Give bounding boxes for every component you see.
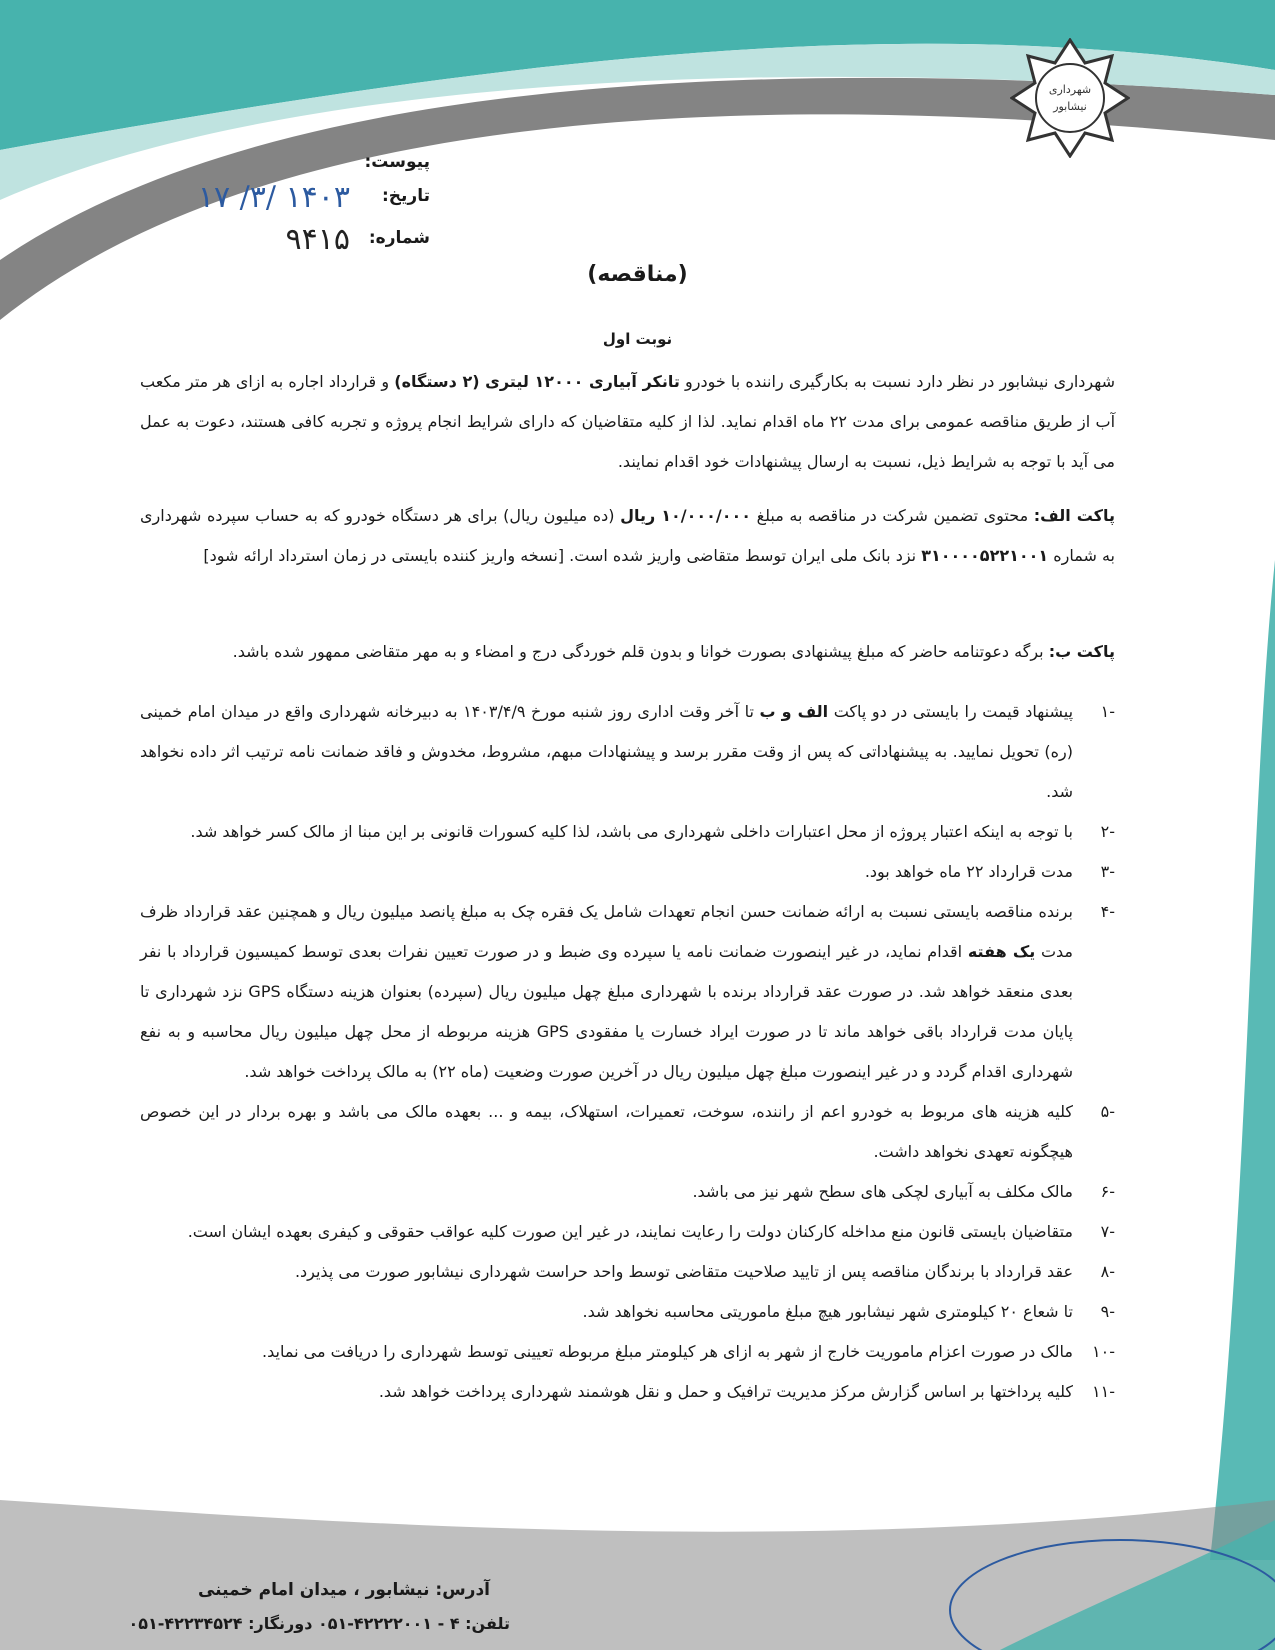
item-text: برنده مناقصه بایستی نسبت به ارائه ضمانت حسن انجام تعهدات شامل یک فقره چک به مبلغ پانصد میلیون ریال و همچنین عقد قرارداد ظرف مدت bbox=[140, 902, 1073, 961]
packet-a-text-3: نزد بانک ملی ایران توسط متقاضی واریز شده است. [نسخه واریز کننده بایستی در زمان استرداد ارائه شود] bbox=[203, 546, 922, 565]
item-text: کلیه هزینه های مربوط به خودرو اعم از راننده، سوخت، تعمیرات، استهلاک، بیمه و ... بعهده مالک می باشد و بهره بردار در این خصوص هیچگونه تعهدی نخواهد داشت. bbox=[140, 1102, 1073, 1161]
item-number: -۷ bbox=[1100, 1222, 1115, 1241]
item-number: -۱ bbox=[1100, 702, 1115, 721]
intro-paragraph bbox=[140, 362, 1115, 482]
intro-text-1: شهرداری نیشابور در نظر دارد نسبت به بکارگیری راننده با خودرو bbox=[679, 372, 1115, 391]
page-title: (مناقصه) bbox=[587, 262, 688, 287]
item-text: مالک مکلف به آبیاری لچکی های سطح شهر نیز می باشد. bbox=[692, 1182, 1073, 1201]
number-label: شماره: bbox=[368, 228, 430, 248]
item-text: عقد قرارداد با برندگان مناقصه پس از تایید صلاحیت متقاضی توسط واحد حراست شهرداری نیشابور صورت می پذیرد. bbox=[294, 1262, 1073, 1281]
item-text-post: اقدام نماید، در غیر اینصورت ضمانت نامه یا سپرده وی ضبط و در صورت تعیین نفرات بعدی توسط کمیسیون قرارداد با نفر بعدی منعقد خواهد شد. در صورت عقد قرارداد برنده با شهرداری مبلغ چهل میلیون ریال (سپرده) بعنوان هزینه دستگاه GPS نزد شهرداری تا پایان مدت قرارداد باقی خواهد ماند تا در صورت ایراد خسارت یا مفقودی GPS هزینه مربوطه از محل چهل میلیون ریال محاسبه و به نفع شهرداری اقدام گردد و در غیر اینصورت مبلغ چهل میلیون ریال در آخرین صورت وضعیت (ماه ۲۲) به مالک پرداخت خواهد شد. bbox=[140, 942, 1074, 1081]
item-number: -۱۰ bbox=[1092, 1342, 1115, 1361]
footer-address: آدرس: نیشابور ، میدان امام خمینی bbox=[197, 1580, 490, 1600]
item-number: -۲ bbox=[1100, 822, 1115, 841]
item-number: -۴ bbox=[1100, 902, 1115, 921]
date-label: تاریخ: bbox=[382, 186, 430, 206]
number-row bbox=[150, 222, 430, 262]
item-text-post: تا آخر وقت اداری روز شنبه مورخ ۱۴۰۳/۴/۹ به دبیرخانه شهرداری واقع در میدان امام خمینی (ره) تحویل نمایید. به پیشنهاداتی که پس از وقت مقرر برسد و پیشنهادات مبهم، مشروط، مخدوش و فاقد ضمانت نامه ترتیب اثر داده نخواهد شد. bbox=[140, 702, 1073, 801]
packet-a-text-2: (ده میلیون ریال) برای هر دستگاه خودرو که به حساب سپرده شهرداری به شماره bbox=[140, 506, 1115, 565]
item-number: -۹ bbox=[1100, 1302, 1115, 1321]
list-item bbox=[140, 852, 1115, 892]
item-bold: یک هفته bbox=[967, 942, 1036, 961]
list-item bbox=[140, 1172, 1115, 1212]
attachment-label: پیوست: bbox=[364, 152, 430, 172]
intro-text-2: و قرارداد اجاره به ازای هر متر مکعب آب از طریق مناقصه عمومی برای مدت ۲۲ ماه اقدام نماید. لذا از کلیه متقاضیان که دارای شرایط انجام پروژه و تجربه کافی هستند، دعوت به عمل می آید با توجه به شرایط ذیل، نسبت به ارسال پیشنهادات خود اقدام نمایند. bbox=[140, 372, 1116, 471]
item-number: -۸ bbox=[1100, 1262, 1115, 1281]
item-number: -۱۱ bbox=[1092, 1382, 1115, 1401]
item-text: مالک در صورت اعزام ماموریت خارج از شهر به ازای هر کیلومتر مبلغ مربوطه تعیینی توسط شهرداری را دریافت می نماید. bbox=[262, 1342, 1073, 1361]
item-text: متقاضیان بایستی قانون منع مداخله کارکنان دولت را رعایت نمایند، در غیر این صورت کلیه عواقب حقوقی و کیفری بعهده ایشان است. bbox=[187, 1222, 1073, 1241]
list-item bbox=[140, 892, 1115, 1092]
list-item bbox=[140, 1372, 1115, 1412]
list-item bbox=[140, 812, 1115, 852]
list-item bbox=[140, 1212, 1115, 1252]
right-teal-curve bbox=[1210, 560, 1275, 1560]
packet-b-label: پاکت ب: bbox=[1048, 642, 1115, 661]
list-item bbox=[140, 692, 1115, 812]
svg-text:شهرداری: شهرداری bbox=[1048, 83, 1092, 96]
date-row bbox=[150, 180, 430, 220]
packet-a-text-1: محتوی تضمین شرکت در مناقصه به مبلغ bbox=[751, 506, 1034, 525]
svg-text:نیشابور: نیشابور bbox=[1053, 100, 1087, 113]
conditions-list bbox=[140, 692, 1115, 1412]
municipality-logo bbox=[1010, 38, 1130, 158]
page-subtitle: نوبت اول bbox=[602, 330, 673, 348]
packet-a-amount: ۱۰/۰۰۰/۰۰۰ ریال bbox=[620, 506, 752, 525]
list-item bbox=[140, 1252, 1115, 1292]
item-text: کلیه پرداختها بر اساس گزارش مرکز مدیریت ترافیک و حمل و نقل هوشمند شهرداری پرداخت خواهد شد. bbox=[378, 1382, 1073, 1401]
packet-b-paragraph bbox=[140, 632, 1115, 672]
packet-a-paragraph bbox=[140, 496, 1115, 576]
packet-a-label: پاکت الف: bbox=[1033, 506, 1115, 525]
date-value: ۱۴۰۳ /۳/ ۱۷ bbox=[197, 180, 350, 215]
item-number: -۳ bbox=[1100, 862, 1115, 881]
list-item bbox=[140, 1092, 1115, 1172]
packet-b-text: برگه دعوتنامه حاضر که مبلغ پیشنهادی بصورت خوانا و بدون قلم خوردگی درج و امضاء و به مهر متقاضی ممهور شده باشد. bbox=[232, 642, 1049, 661]
item-number: -۶ bbox=[1100, 1182, 1115, 1201]
packet-a-account: ۳۱۰۰۰۰۵۲۲۱۰۰۱ bbox=[921, 546, 1049, 565]
footer-phone: تلفن: ۴ - ۴۲۲۲۲۰۰۱-۰۵۱ دورنگار: ۴۲۲۳۴۵۲۴-۰۵۱ bbox=[128, 1614, 510, 1633]
item-text: پیشنهاد قیمت را بایستی در دو پاکت bbox=[828, 702, 1074, 721]
list-item bbox=[140, 1332, 1115, 1372]
item-number: -۵ bbox=[1100, 1102, 1115, 1121]
number-value: ۹۴۱۵ bbox=[285, 222, 350, 257]
item-bold: الف و ب bbox=[759, 702, 829, 721]
item-text: مدت قرارداد ۲۲ ماه خواهد بود. bbox=[864, 862, 1073, 881]
list-item bbox=[140, 1292, 1115, 1332]
item-text: تا شعاع ۲۰ کیلومتری شهر نیشابور هیچ مبلغ ماموریتی محاسبه نخواهد شد. bbox=[582, 1302, 1073, 1321]
item-text: با توجه به اینکه اعتبار پروژه از محل اعتبارات داخلی شهرداری می باشد، لذا کلیه کسورات قانونی بر این مبنا از مالک کسر خواهد شد. bbox=[190, 822, 1073, 841]
intro-bold: تانکر آبیاری ۱۲۰۰۰ لیتری (۲ دستگاه) bbox=[394, 372, 680, 391]
